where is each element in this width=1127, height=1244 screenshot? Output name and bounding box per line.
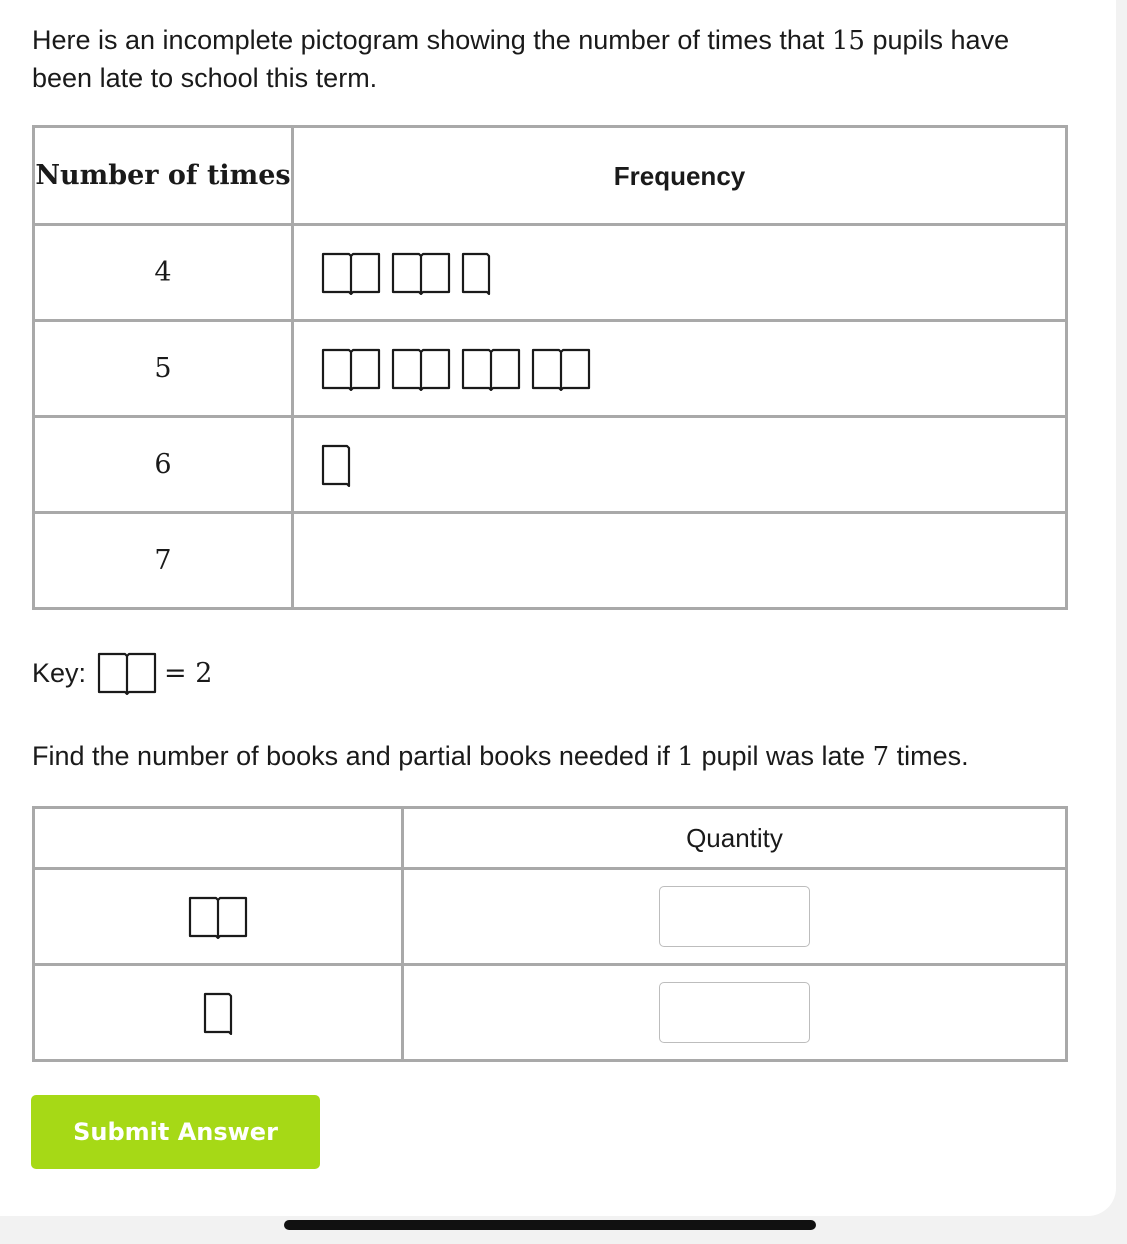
- half-book-icon: [320, 443, 352, 487]
- answer-header-quantity: Quantity: [403, 808, 1067, 869]
- submit-answer-button[interactable]: Submit Answer: [31, 1095, 320, 1169]
- pictogram-row: [34, 225, 1067, 321]
- question-intro: Here is an incomplete pictogram showing the number of times that 15 pupils have been late to school this term.: [32, 25, 1010, 93]
- half-book-icon: [202, 991, 234, 1035]
- full-book-icon: [320, 251, 382, 295]
- answer-header-empty: [34, 808, 403, 869]
- times-value: 5: [34, 321, 293, 417]
- times-value: 7: [34, 513, 293, 609]
- frequency-cell: [293, 321, 1067, 417]
- pictogram-row: [34, 513, 1067, 609]
- book-icons: [320, 443, 1065, 487]
- full-book-quantity-input[interactable]: [659, 886, 810, 947]
- answer-row-half-book: [34, 965, 1067, 1061]
- full-book-icon: [187, 895, 249, 939]
- answer-row-full-book: [34, 869, 1067, 965]
- pictogram-table: [32, 125, 1068, 610]
- full-book-icon: [96, 651, 158, 695]
- pictogram-row: [34, 417, 1067, 513]
- frequency-cell: [293, 417, 1067, 513]
- book-icons: [320, 251, 1065, 295]
- full-book-icon: [460, 347, 522, 391]
- frequency-cell[interactable]: [293, 513, 1067, 609]
- half-book-quantity-input[interactable]: [659, 982, 810, 1043]
- pictogram-key: [32, 648, 224, 698]
- full-book-icon: [320, 347, 382, 391]
- home-indicator[interactable]: [284, 1220, 816, 1230]
- times-value: 4: [34, 225, 293, 321]
- key-value: = 2: [164, 657, 213, 689]
- frequency-cell: [293, 225, 1067, 321]
- header-frequency: Frequency: [293, 127, 1067, 225]
- answer-table: [32, 806, 1068, 1062]
- key-label: Key:: [32, 657, 87, 688]
- question-task: Find the number of books and partial books needed if 1 pupil was late 7 times.: [32, 741, 969, 772]
- book-icons: [320, 539, 1065, 583]
- header-number-of-times: Number of times: [34, 127, 293, 225]
- book-icons: [320, 347, 1065, 391]
- times-value: 6: [34, 417, 293, 513]
- full-book-icon: [390, 251, 452, 295]
- full-book-icon: [530, 347, 592, 391]
- full-book-icon: [390, 347, 452, 391]
- pictogram-row: [34, 321, 1067, 417]
- pupil-count: 15: [831, 26, 865, 56]
- half-book-icon: [460, 251, 492, 295]
